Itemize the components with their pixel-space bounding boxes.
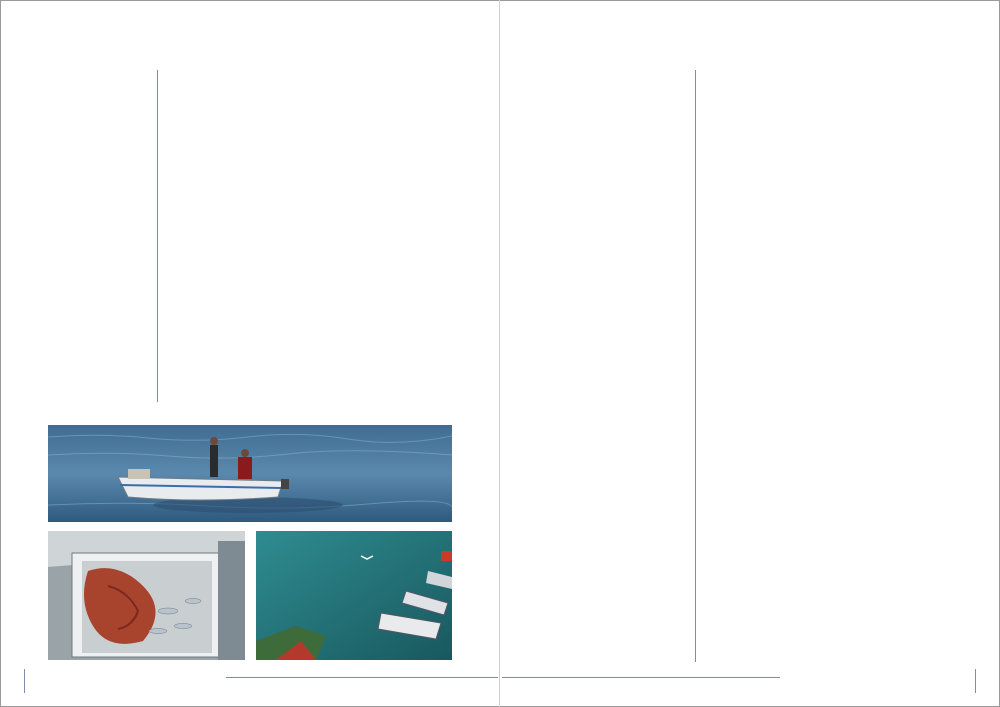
legend-divider <box>157 70 158 402</box>
index-divider <box>695 70 696 662</box>
footer-left-rule <box>226 677 498 678</box>
footer-right-tick <box>975 669 976 693</box>
photo-fishing-boat <box>48 425 452 522</box>
photo-fishing-nets <box>48 531 245 660</box>
footer-right-rule <box>502 677 780 678</box>
photo-harbour-boats <box>256 531 452 660</box>
spine-fold <box>499 0 500 707</box>
footer-left-tick <box>24 669 25 693</box>
